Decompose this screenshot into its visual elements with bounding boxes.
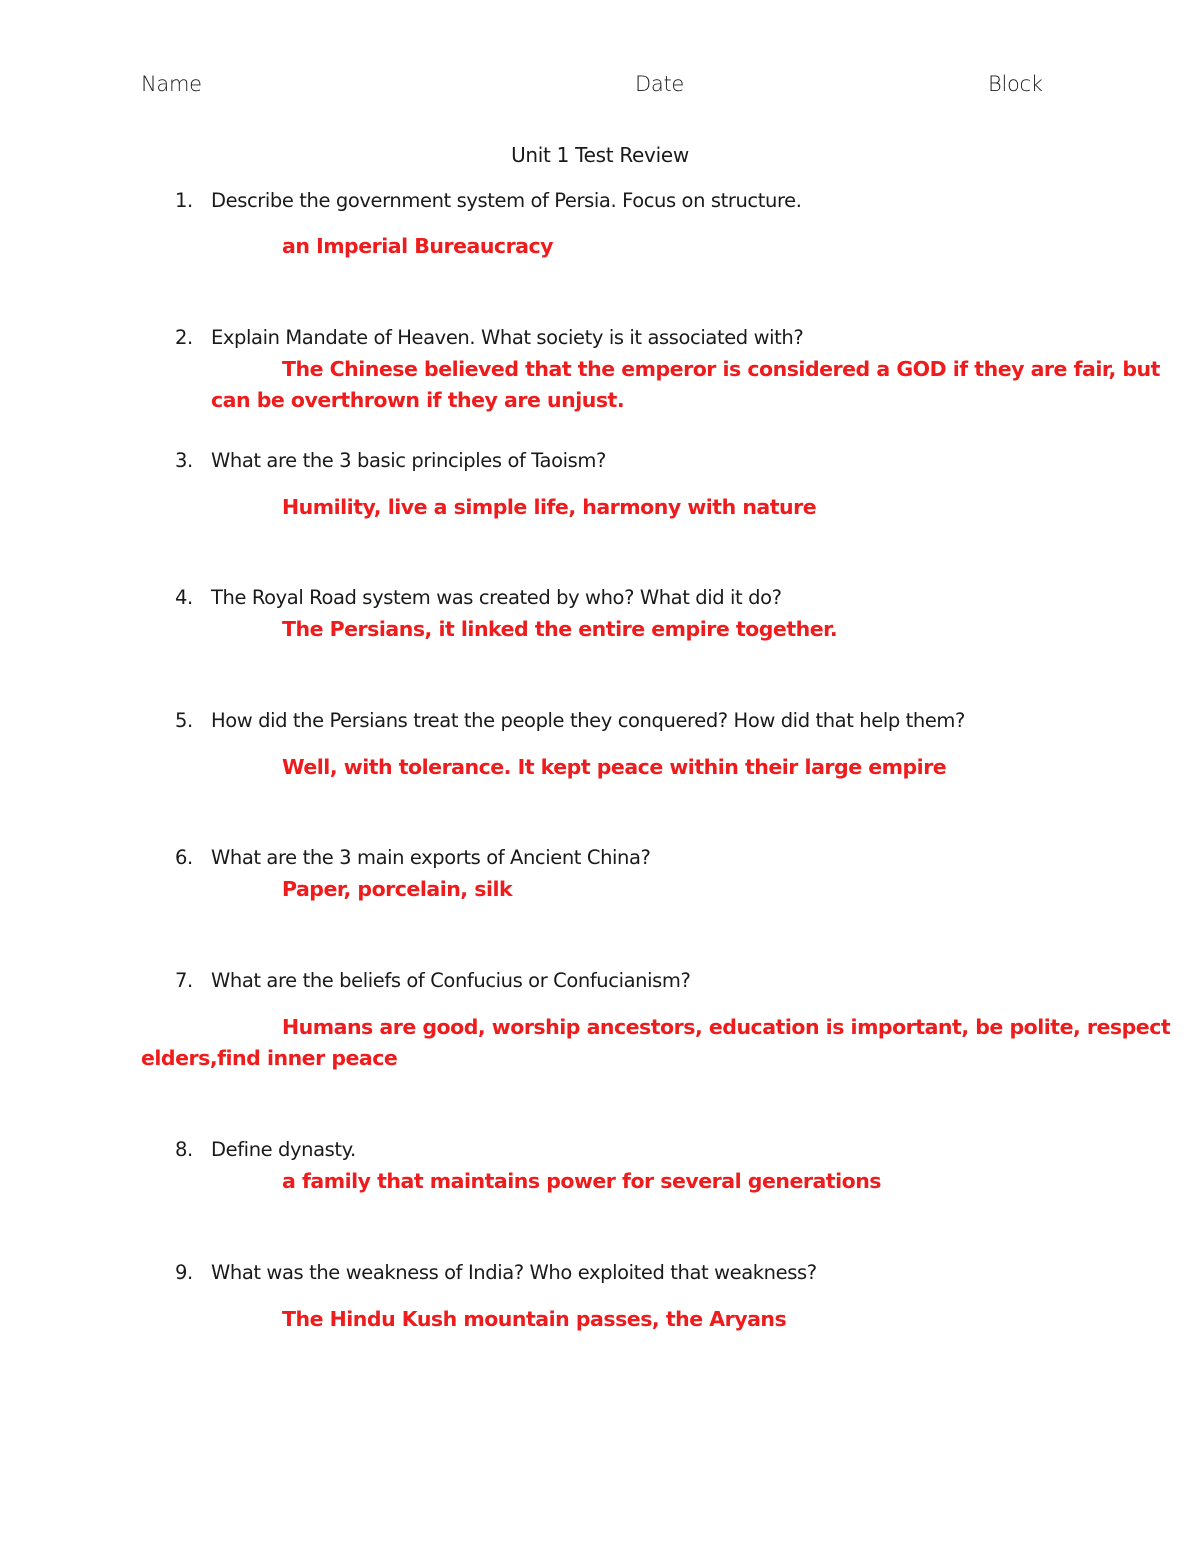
answer-5: Well, with tolerance. It kept peace within their large empire: [282, 755, 947, 779]
question-text: What was the weakness of India? Who exploited that weakness?: [211, 1261, 817, 1284]
question-text: What are the beliefs of Confucius or Confucianism?: [211, 969, 691, 992]
question-number: 4.: [175, 586, 193, 609]
answer-4: The Persians, it linked the entire empire together.: [282, 617, 838, 641]
page-title: Unit 1 Test Review: [511, 143, 689, 167]
answer-2-line-2: can be overthrown if they are unjust.: [211, 388, 625, 412]
question-text: What are the 3 basic principles of Taoism?: [211, 449, 606, 472]
answer-3: Humility, live a simple life, harmony with nature: [282, 495, 817, 519]
block-label: Block: [988, 72, 1043, 96]
answer-7-line-1: Humans are good, worship ancestors, education is important, be polite, respect: [282, 1015, 1171, 1039]
answer-1: an Imperial Bureaucracy: [282, 234, 554, 258]
question-number: 7.: [175, 969, 193, 992]
question-number: 9.: [175, 1261, 193, 1284]
answer-6: Paper, porcelain, silk: [282, 877, 513, 901]
question-number: 8.: [175, 1138, 193, 1161]
question-number: 6.: [175, 846, 193, 869]
answer-9: The Hindu Kush mountain passes, the Aryans: [282, 1307, 787, 1331]
question-number: 2.: [175, 326, 193, 349]
question-text: Define dynasty.: [211, 1138, 356, 1161]
question-text: What are the 3 main exports of Ancient China?: [211, 846, 651, 869]
date-label: Date: [635, 72, 684, 96]
question-text: How did the Persians treat the people they conquered? How did that help them?: [211, 709, 965, 732]
answer-2-line-1: The Chinese believed that the emperor is considered a GOD if they are fair, but: [282, 357, 1160, 381]
question-text: Describe the government system of Persia. Focus on structure.: [211, 189, 802, 212]
question-number: 3.: [175, 449, 193, 472]
answer-7-line-2: elders,find inner peace: [141, 1046, 398, 1070]
question-number: 1.: [175, 189, 193, 212]
question-text: The Royal Road system was created by who? What did it do?: [211, 586, 782, 609]
name-label: Name: [141, 72, 202, 96]
question-text: Explain Mandate of Heaven. What society is it associated with?: [211, 326, 804, 349]
question-number: 5.: [175, 709, 193, 732]
answer-8: a family that maintains power for several generations: [282, 1169, 882, 1193]
